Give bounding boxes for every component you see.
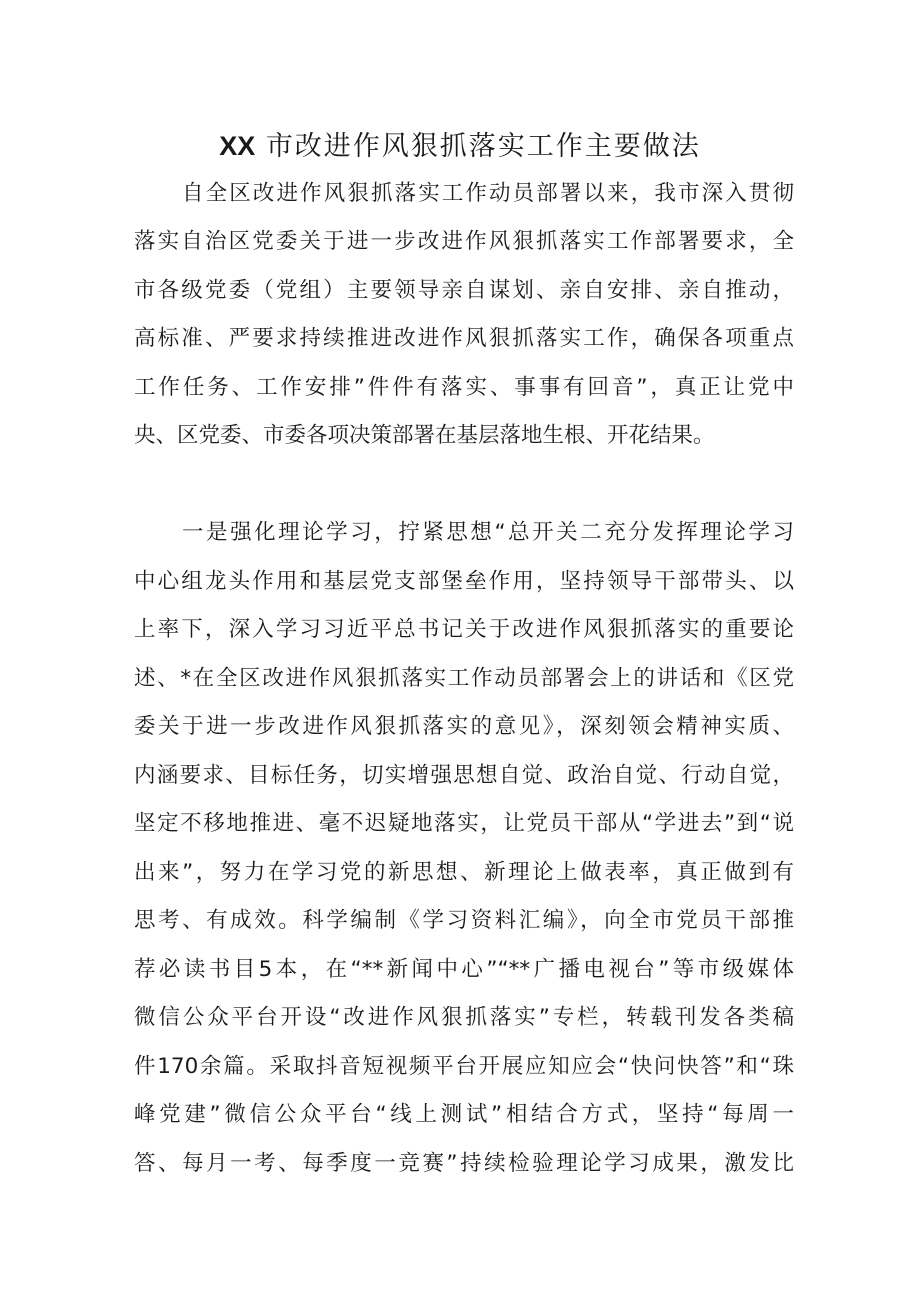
paragraph-line: 微信公众平台开设“改进作风狠抓落实”专栏，转载刊发各类稿 <box>134 1005 794 1030</box>
paragraph-line: 落实自治区党委关于进一步改进作风狠抓落实工作部署要求，全 <box>134 229 794 254</box>
paragraph-line: 述、*在全区改进作风狠抓落实工作动员部署会上的讲话和《区党 <box>134 666 794 691</box>
title-prefix: XX <box>219 131 256 161</box>
paragraph-line: 峰党建”微信公众平台“线上测试”相结合方式，坚持“每周一 <box>134 1102 794 1127</box>
paragraph-line: 内涵要求、目标任务，切实增强思想自觉、政治自觉、行动自觉， <box>134 763 794 788</box>
paragraph-line: 市各级党委（党组）主要领导亲自谋划、亲自安排、亲自推动， <box>134 278 794 303</box>
paragraph-line: 中心组龙头作用和基层党支部堡垒作用，坚持领导干部带头、以 <box>134 569 794 594</box>
paragraph-line: 思考、有成效。科学编制《学习资料汇编》，向全市党员干部推 <box>134 908 794 933</box>
paragraph-line: 上率下，深入学习习近平总书记关于改进作风狠抓落实的重要论 <box>134 617 794 642</box>
paragraph-line: 自全区改进作风狠抓落实工作动员部署以来，我市深入贯彻 <box>182 181 794 206</box>
paragraph-line: 出来”，努力在学习党的新思想、新理论上做表率，真正做到有 <box>134 860 794 885</box>
paragraph-line: 荐必读书目5本，在“**新闻中心”“**广播电视台”等市级媒体 <box>134 957 794 982</box>
paragraph-line: 件170余篇。采取抖音短视频平台开展应知应会“快问快答”和“珠 <box>134 1054 794 1079</box>
paragraph-line: 答、每月一考、每季度一竞赛”持续检验理论学习成果，激发比 <box>134 1151 794 1176</box>
paragraph-line: 工作任务、工作安排”件件有落实、事事有回音”，真正让党中 <box>134 375 794 400</box>
document-title <box>130 126 790 167</box>
paragraph-line: 委关于进一步改进作风狠抓落实的意见》，深刻领会精神实质、 <box>134 714 794 739</box>
title-text: 市改进作风狠抓落实工作主要做法 <box>265 131 701 162</box>
paragraph-line: 央、区党委、市委各项决策部署在基层落地生根、开花结果。 <box>134 423 715 448</box>
paragraph-line: 一是强化理论学习，拧紧思想“总开关二充分发挥理论学习 <box>182 520 794 545</box>
paragraph-line: 高标准、严要求持续推进改进作风狠抓落实工作，确保各项重点 <box>134 326 794 351</box>
paragraph-line: 坚定不移地推进、毫不迟疑地落实，让党员干部从“学进去”到“说 <box>134 811 794 836</box>
